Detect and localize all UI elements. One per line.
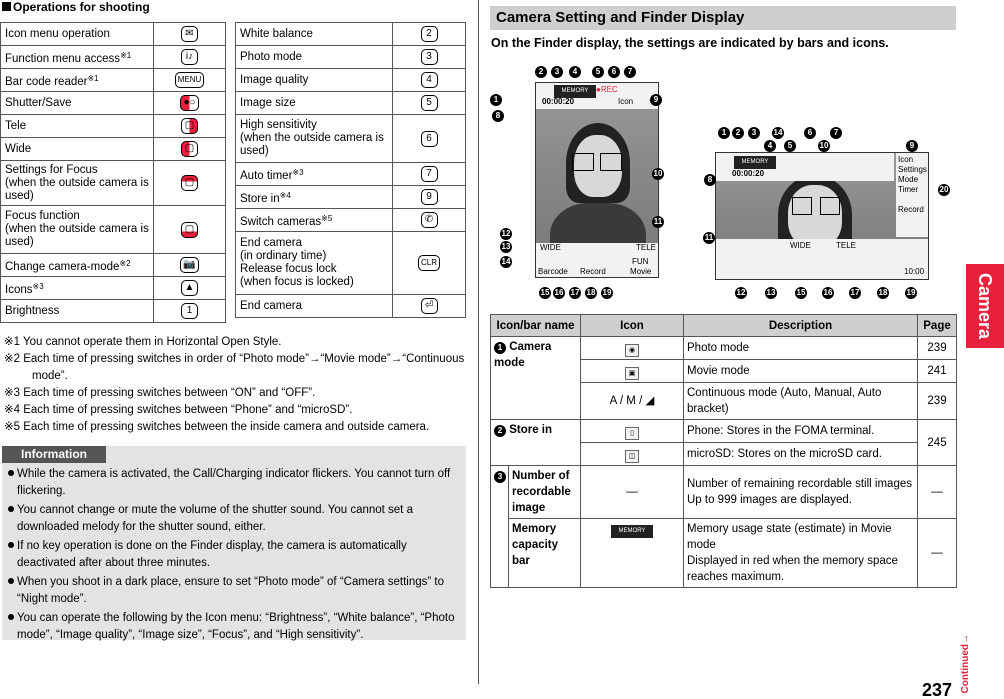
- operation-cell: [1, 254, 154, 277]
- callout-number: 4: [569, 66, 581, 78]
- info-text: When you shoot in a dark place, ensure to set “Photo mode” of “Camera settings” to “Night mode”.: [17, 576, 444, 605]
- key-cell: [393, 295, 466, 318]
- callout-number: 2: [535, 66, 547, 78]
- icon-cell: [581, 519, 684, 588]
- operation-cell: [236, 209, 393, 232]
- table-row: [491, 420, 957, 443]
- face-shape: [788, 185, 842, 247]
- key-cell: [154, 277, 226, 300]
- key-cell: [154, 138, 226, 161]
- callout-number: 4: [764, 140, 776, 152]
- page-cell: 239: [918, 337, 957, 360]
- table-row: [236, 46, 466, 69]
- operation-cell: [1, 161, 154, 206]
- callout-number: 8: [704, 174, 716, 186]
- description-cell: Movie mode: [684, 360, 918, 383]
- description-line: Up to 999 images are displayed.: [687, 494, 852, 506]
- page-cell: 239: [918, 383, 957, 420]
- callout-number: 6: [804, 127, 816, 139]
- description-cell: Memory usage state (estimate) in Movie mode Displayed in red when the memory space reaches maximum.: [684, 519, 918, 588]
- info-bullet: [8, 502, 463, 536]
- memory-bar: MEMORY: [554, 85, 596, 98]
- tele-label: TELE: [836, 241, 857, 250]
- key-icon: 📷: [180, 257, 198, 273]
- row-name-text: Number of recordable image: [509, 466, 581, 519]
- key-icon: 5: [421, 95, 438, 111]
- callout-number: 3: [748, 127, 760, 139]
- operation-cell: [236, 163, 393, 186]
- footnote-mark: ※1: [120, 50, 132, 60]
- bullet-dot-icon: [8, 542, 14, 548]
- operation-cell: [236, 69, 393, 92]
- table-row: [1, 92, 226, 115]
- key-icon: 7: [421, 166, 438, 182]
- table-row: [1, 23, 226, 46]
- table-row: [1, 69, 226, 92]
- operation-text: White balance: [240, 27, 313, 40]
- operation-text: Photo mode: [240, 50, 303, 63]
- rec-indicator: ●REC: [596, 85, 618, 94]
- operation-cell: [1, 300, 154, 323]
- record-label: Record: [580, 267, 606, 276]
- key-icon: ▢: [181, 141, 198, 157]
- key-cell: [154, 254, 226, 277]
- operation-cell: [236, 46, 393, 69]
- footnote: ※1 You cannot operate them in Horizontal Open Style.: [4, 336, 282, 348]
- callout-number: 20: [939, 185, 949, 194]
- icon-menu-label: Icon: [618, 97, 634, 106]
- operation-cell: [1, 206, 154, 254]
- page-title: Camera Setting and Finder Display: [496, 9, 745, 26]
- description-cell: Continuous mode (Auto, Manual, Auto bracket): [684, 383, 918, 420]
- callout-number: 17: [850, 288, 860, 297]
- callout-number: 11: [704, 233, 714, 242]
- row-name-text: Store in: [509, 424, 553, 436]
- finder-side-menu: [896, 153, 929, 237]
- key-icon: ✉: [181, 26, 198, 42]
- key-cell: [393, 46, 466, 69]
- movie-mode-icon: [581, 360, 684, 383]
- operation-text: Store in: [240, 192, 280, 205]
- side-menu-item: Record: [898, 205, 924, 214]
- callout-number: 7: [830, 127, 842, 139]
- barcode-label: Barcode: [538, 267, 568, 276]
- focus-frame: [572, 153, 594, 171]
- callout-number: 14: [501, 257, 511, 266]
- header-page: Page: [918, 315, 957, 337]
- operation-cell: [1, 277, 154, 300]
- table-row: [1, 161, 226, 206]
- square-bullet-icon: [2, 2, 11, 11]
- fun-label: FUN: [632, 257, 649, 266]
- operation-text: End camera: [240, 237, 303, 249]
- continuous-mode-icons: A / M / ◢: [581, 383, 684, 420]
- table-header-row: [491, 315, 957, 337]
- wide-label: WIDE: [540, 243, 561, 252]
- description-cell: [684, 466, 918, 519]
- finder-bottom-bar: [536, 243, 659, 278]
- description-cell: Photo mode: [684, 337, 918, 360]
- finder-top-bar: [716, 153, 894, 181]
- callout-number: 13: [766, 288, 776, 297]
- callout-number: 15: [540, 288, 550, 297]
- focus-frame: [820, 197, 840, 215]
- key-icon: ✆: [421, 212, 438, 228]
- page-cell: —: [918, 519, 957, 588]
- operation-cell: [236, 115, 393, 163]
- operation-text: Brightness: [5, 304, 60, 317]
- chapter-tab: Camera: [966, 264, 1004, 348]
- time-label: 10:00: [904, 267, 925, 276]
- callout-number: 2: [732, 127, 744, 139]
- table-row: [491, 519, 957, 588]
- footnote: ※5 Each time of pressing switches between the inside camera and outside camera.: [4, 421, 430, 433]
- photo-mode-icon: [581, 337, 684, 360]
- footnote-mark: ※2: [119, 258, 131, 268]
- key-cell: [154, 161, 226, 206]
- key-cell: [393, 163, 466, 186]
- callout-number: 19: [906, 288, 916, 297]
- callout-number: 3: [551, 66, 563, 78]
- table-row: [236, 209, 466, 232]
- table-row: [236, 69, 466, 92]
- callout-number: 14: [773, 128, 783, 137]
- bullet-dot-icon: [8, 470, 14, 476]
- table-row: [491, 466, 957, 519]
- table-row: [236, 232, 466, 295]
- key-icon: 4: [421, 72, 438, 88]
- row-number-cell: [491, 466, 509, 588]
- info-text: While the camera is activated, the Call/Charging indicator flickers. You cannot turn off flickering.: [17, 468, 451, 497]
- callout-number: 16: [823, 288, 833, 297]
- table-row: [1, 300, 226, 323]
- subheading: On the Finder display, the settings are indicated by bars and icons.: [491, 36, 889, 50]
- finder-portrait-screenshot: [535, 82, 659, 278]
- footnote-mark: ※3: [32, 281, 44, 291]
- footnote-mark: ※4: [279, 190, 291, 200]
- footnote: ※2 Each time of pressing switches in order of “Photo mode”→“Movie mode”→“Continuous mode”.: [4, 353, 465, 382]
- callout-number: 9: [906, 140, 918, 152]
- key-cell: [154, 300, 226, 323]
- movie-camera-icon: ▣: [625, 367, 639, 380]
- callout-number: 19: [602, 288, 612, 297]
- camera-icon: ◉: [625, 344, 639, 357]
- memory-bar: MEMORY: [734, 156, 776, 169]
- operations-table-right: [235, 22, 466, 318]
- header-icon: Icon: [581, 315, 684, 337]
- table-row: [1, 138, 226, 161]
- key-cell: [154, 46, 226, 69]
- callout-number: 5: [592, 66, 604, 78]
- table-row: [236, 23, 466, 46]
- operation-text: Image quality: [240, 73, 309, 86]
- operation-text: (when focus is locked): [240, 276, 354, 288]
- store-in-name: [491, 420, 581, 466]
- operation-text: Icon menu operation: [5, 27, 110, 40]
- key-icon: 1: [181, 303, 198, 319]
- section-title: Operations for shooting: [13, 0, 150, 14]
- callout-number: 18: [586, 288, 596, 297]
- callout-number: 15: [796, 288, 806, 297]
- table-row: [1, 46, 226, 69]
- key-cell: [393, 23, 466, 46]
- operation-text: Switch cameras: [240, 215, 322, 228]
- row-name-text: Camera mode: [494, 341, 552, 369]
- finder-top-bar: [536, 83, 659, 109]
- key-cell: [393, 186, 466, 209]
- operations-table-left: [0, 22, 226, 323]
- footnotes: [4, 334, 466, 436]
- description-cell: Phone: Stores in the FOMA terminal.: [684, 420, 918, 443]
- focus-frame: [792, 197, 812, 215]
- column-divider: [478, 0, 479, 684]
- operation-cell: [236, 92, 393, 115]
- key-icon: 9: [421, 189, 438, 205]
- header-icon-bar-name: Icon/bar name: [491, 315, 581, 337]
- key-icon: ▢: [181, 175, 198, 191]
- operation-cell: [236, 186, 393, 209]
- information-label: Information: [2, 446, 106, 463]
- operation-cell: [1, 138, 154, 161]
- footnote: ※3 Each time of pressing switches between “ON” and “OFF”.: [4, 387, 316, 399]
- operation-cell: [236, 232, 393, 295]
- callout-number: 16: [554, 288, 564, 297]
- operation-text: (in ordinary time): [240, 250, 327, 262]
- info-text: If no key operation is done on the Finder display, the camera is automatically deactivated after about three minutes.: [17, 540, 407, 569]
- callout-number: 6: [608, 66, 620, 78]
- operation-text: Bar code reader: [5, 75, 88, 88]
- microsd-store-icon: [581, 443, 684, 466]
- wide-label: WIDE: [790, 241, 811, 250]
- info-bullet: [8, 574, 463, 608]
- operation-text: Focus function: [5, 210, 80, 222]
- table-row: [236, 115, 466, 163]
- info-text: You cannot change or mute the volume of the shutter sound. You cannot set a downloaded melody for the shutter sound, either.: [17, 504, 413, 533]
- memory-bar-icon: MEMORY: [611, 525, 653, 538]
- callout-number: 13: [501, 242, 511, 251]
- key-cell: [393, 69, 466, 92]
- key-cell: [154, 92, 226, 115]
- key-icon: MENU: [175, 72, 205, 88]
- page-cell: —: [918, 466, 957, 519]
- operation-cell: [1, 115, 154, 138]
- callout-number: 12: [736, 288, 746, 297]
- info-bullet: [8, 466, 463, 500]
- operation-text: High sensitivity: [240, 119, 317, 131]
- table-row: [1, 277, 226, 300]
- footnote-mark: ※1: [87, 73, 99, 83]
- row-number-badge: 1: [494, 342, 506, 354]
- key-icon: CLR: [418, 255, 440, 271]
- page-cell: 241: [918, 360, 957, 383]
- callout-number: 8: [492, 110, 504, 122]
- bullet-dot-icon: [8, 506, 14, 512]
- operation-cell: [1, 92, 154, 115]
- footnote-mark: ※5: [321, 213, 333, 223]
- footnote: ※4 Each time of pressing switches between “Phone” and “microSD”.: [4, 404, 353, 416]
- footnote-mark: ※3: [292, 167, 304, 177]
- operation-text: Wide: [5, 142, 32, 155]
- operation-text: Auto timer: [240, 169, 293, 182]
- callout-number: 11: [653, 217, 663, 226]
- side-menu-item: Mode: [898, 175, 919, 184]
- key-icon: ▢: [181, 222, 198, 238]
- key-cell: [154, 115, 226, 138]
- table-row: [1, 115, 226, 138]
- key-cell: [154, 206, 226, 254]
- operation-text: Release focus lock: [240, 263, 337, 275]
- key-icon: i♪: [181, 49, 198, 65]
- key-cell: [393, 92, 466, 115]
- key-cell: [393, 115, 466, 163]
- callout-number: 10: [653, 169, 663, 178]
- key-icon: ⏎: [421, 298, 438, 314]
- information-list: [8, 466, 463, 646]
- operation-text: Settings for Focus: [5, 163, 98, 176]
- callout-number: 7: [624, 66, 636, 78]
- camera-mode-name: [491, 337, 581, 420]
- callout-number: 17: [570, 288, 580, 297]
- callout-number: 9: [650, 94, 662, 106]
- callout-number: 5: [784, 140, 796, 152]
- key-icon: 2: [421, 26, 438, 42]
- operation-text: (when the outside camera is used): [240, 132, 384, 157]
- operation-cell: [1, 23, 154, 46]
- finder-bottom-bar: [716, 239, 929, 280]
- page-cell: 245: [918, 420, 957, 466]
- operation-cell: [236, 23, 393, 46]
- table-row: [236, 295, 466, 318]
- row-name-text: Memory capacity bar: [509, 519, 581, 588]
- operation-text: Image size: [240, 96, 296, 109]
- operation-cell: [236, 295, 393, 318]
- callout-number: 10: [819, 141, 829, 150]
- phone-store-icon: [581, 420, 684, 443]
- row-number-badge: 2: [494, 425, 506, 437]
- focus-frame: [600, 153, 622, 171]
- table-row: [1, 206, 226, 254]
- info-bullet: [8, 538, 463, 572]
- side-menu-item: Timer: [898, 185, 919, 194]
- table-row: [236, 186, 466, 209]
- movie-label: Movie: [630, 267, 652, 276]
- tele-label: TELE: [636, 243, 657, 252]
- operation-text: Icons: [5, 283, 33, 296]
- finder-landscape-screenshot: [715, 152, 929, 280]
- bullet-dot-icon: [8, 578, 14, 584]
- key-cell: [154, 23, 226, 46]
- operation-text: Tele: [5, 119, 27, 132]
- operation-text: Change camera-mode: [5, 260, 120, 273]
- section-heading: [2, 0, 150, 14]
- recordable-counter: 00:00:20: [732, 169, 765, 178]
- operation-text: Shutter/Save: [5, 96, 72, 109]
- key-icon: ●○: [180, 95, 198, 111]
- callout-number: 1: [490, 94, 502, 106]
- key-icon: ▲: [181, 280, 198, 296]
- operation-text: (when the outside camera is used): [5, 223, 149, 248]
- side-menu-item: [896, 195, 929, 205]
- key-icon: ▢: [181, 118, 198, 134]
- operation-text: (when the outside camera is used): [5, 176, 149, 202]
- key-icon: 6: [421, 131, 438, 147]
- table-row: [1, 254, 226, 277]
- table-row: [491, 337, 957, 360]
- key-cell: [393, 209, 466, 232]
- info-text: You can operate the following by the Icon menu: “Brightness”, “White balance”, “Photo mode”, “Image quality”, “Image size”, “Focus”, and “High sensitivity”.: [17, 612, 455, 641]
- operation-text: Function menu access: [5, 52, 121, 65]
- recordable-counter: 00:00:20: [542, 97, 575, 106]
- header-description: Description: [684, 315, 918, 337]
- page-number: 237: [922, 680, 953, 699]
- side-menu-item: Settings: [898, 165, 927, 174]
- callout-number: 18: [878, 288, 888, 297]
- info-bullet: [8, 610, 463, 644]
- row-number-badge: 3: [494, 471, 506, 483]
- table-row: [236, 163, 466, 186]
- continued-label: Continued→: [960, 634, 971, 694]
- icon-bar-table: [490, 314, 957, 588]
- operation-text: End camera: [240, 299, 303, 312]
- key-cell: [393, 232, 466, 295]
- bullet-dot-icon: [8, 614, 14, 620]
- operation-cell: [1, 46, 154, 69]
- key-icon: 3: [421, 49, 438, 65]
- callout-number: 12: [501, 229, 511, 238]
- table-row: [236, 92, 466, 115]
- phone-memory-icon: ▯: [625, 427, 639, 440]
- operation-cell: [1, 69, 154, 92]
- description-cell: microSD: Stores on the microSD card.: [684, 443, 918, 466]
- callout-number: 1: [718, 127, 730, 139]
- icon-cell: —: [581, 466, 684, 519]
- key-cell: [154, 69, 226, 92]
- description-line: Number of remaining recordable still images: [687, 478, 912, 490]
- microsd-icon: ◫: [625, 450, 639, 463]
- side-menu-item: Icon: [898, 155, 914, 164]
